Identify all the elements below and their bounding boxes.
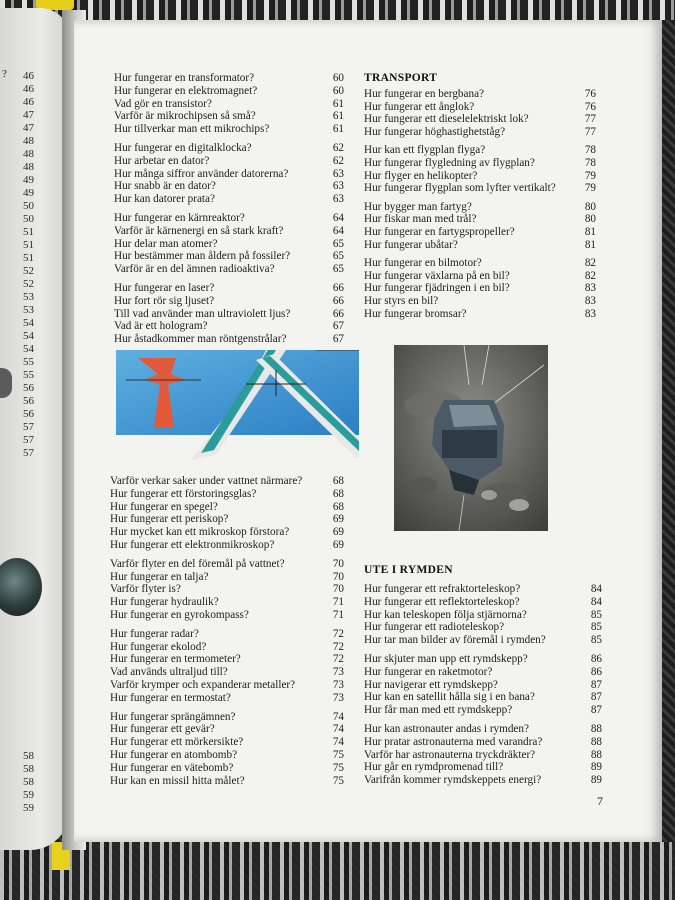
toc-page-number: 74 [332, 736, 344, 749]
toc-entry[interactable] [110, 775, 344, 788]
toc-entry[interactable] [364, 736, 602, 749]
toc-entry[interactable] [110, 679, 344, 692]
toc-question: Hur fungerar fjädringen i en bil? [364, 282, 510, 295]
toc-question: Hur snabb är en dator? [114, 180, 216, 193]
toc-entry[interactable] [110, 692, 344, 705]
toc-entry[interactable] [110, 749, 344, 762]
toc-entry[interactable] [114, 295, 344, 308]
toc-question: Hur mycket kan ett mikroskop förstora? [110, 526, 290, 539]
toc-question: Hur fungerar en elektromagnet? [114, 84, 258, 97]
toc-question: Vad gör en transistor? [114, 97, 212, 110]
toc-question: Hur delar man atomer? [114, 237, 218, 250]
toc-page-number: 89 [590, 774, 602, 787]
toc-question: Hur fungerar höghastighetståg? [364, 125, 506, 138]
left-page-question-mark: ? [2, 68, 7, 80]
toc-page-number: 84 [590, 595, 602, 608]
toc-page-number: 62 [332, 142, 344, 154]
toc-question: Hur flyger en helikopter? [364, 169, 478, 182]
toc-entry[interactable] [110, 571, 344, 584]
toc-page-number: 68 [332, 500, 344, 513]
toc-page-number: 68 [332, 487, 344, 500]
satellite-moon-illustration [394, 345, 548, 531]
toc-entry[interactable] [110, 475, 344, 488]
toc-page-number: 69 [332, 539, 344, 551]
left-page-number: 52 [23, 265, 34, 277]
toc-page-number: 72 [332, 653, 344, 666]
toc-entry[interactable] [110, 501, 344, 514]
toc-page-number: 82 [584, 257, 596, 270]
toc-entry[interactable] [364, 596, 602, 609]
left-page-number: 47 [23, 109, 34, 121]
toc-question: Hur kan datorer prata? [114, 193, 215, 206]
toc-entry[interactable] [110, 488, 344, 501]
toc-page-number: 75 [332, 749, 344, 761]
toc-page-number: 70 [332, 583, 344, 596]
toc-entry[interactable] [364, 653, 602, 666]
left-page-number: 48 [23, 161, 34, 173]
toc-entry[interactable] [364, 270, 596, 283]
toc-entry[interactable] [364, 679, 602, 692]
toc-page-number: 84 [590, 583, 602, 595]
toc-page-number: 74 [332, 723, 344, 736]
toc-question: Hur fungerar en bilmotor? [364, 257, 482, 270]
toc-question: Hur fungerar flygplan som lyfter vertikalt? [364, 182, 556, 195]
toc-entry[interactable] [110, 711, 344, 724]
toc-page-number: 79 [584, 169, 596, 182]
toc-entry[interactable] [110, 628, 344, 641]
left-page-number: 48 [23, 148, 34, 160]
left-page-number: 46 [23, 96, 34, 108]
toc-page-number: 83 [584, 282, 596, 295]
toc-question: Hur arbetar en dator? [114, 154, 210, 167]
toc-page-number: 63 [332, 167, 344, 180]
toc-question: Hur fungerar sprängämnen? [110, 710, 236, 723]
section-heading-transport: TRANSPORT [364, 72, 438, 84]
toc-page-number: 61 [332, 97, 344, 110]
toc-question: Hur fungerar ett radioteleskop? [364, 621, 505, 634]
toc-entry[interactable] [364, 761, 602, 774]
toc-entry[interactable] [364, 213, 596, 226]
section-heading-space: UTE I RYMDEN [364, 564, 453, 576]
left-page-number: 58 [23, 763, 34, 775]
toc-question: Hur tar man bilder av föremål i rymden? [364, 634, 546, 647]
toc-page-number: 65 [332, 237, 344, 250]
toc-page-number: 77 [584, 113, 596, 126]
toc-question: Hur fungerar en atombomb? [110, 749, 238, 761]
toc-question: Varför krymper och expanderar metaller? [110, 679, 296, 691]
toc-question: Hur fungerar ett periskop? [110, 513, 229, 526]
toc-entry[interactable] [114, 250, 344, 263]
table-pattern-top [0, 0, 675, 20]
toc-question: Hur styrs en bil? [364, 295, 439, 307]
toc-page-number: 67 [332, 333, 344, 346]
left-page-number: 50 [23, 200, 34, 212]
toc-question: Varför verkar saker under vattnet närmare? [110, 475, 303, 487]
toc-question: Hur fungerar ett reflektorteleskop? [364, 595, 520, 608]
toc-question: Hur fungerar radar? [110, 627, 199, 640]
toc-page-number: 77 [584, 125, 596, 138]
left-page-number: 51 [23, 252, 34, 264]
toc-entry[interactable] [114, 333, 344, 346]
toc-entry[interactable] [110, 653, 344, 666]
toc-question: Hur fiskar man med trål? [364, 213, 477, 226]
left-page-number: 59 [23, 789, 34, 801]
left-page-number: 53 [23, 291, 34, 303]
toc-question: Hur fungerar ett mörkersikte? [110, 736, 244, 749]
toc-entry[interactable] [364, 144, 596, 157]
toc-question: Hur fungerar en transformator? [114, 72, 255, 84]
left-page-number: 56 [23, 382, 34, 394]
toc-question: Varför flyter is? [110, 583, 181, 596]
toc-entry[interactable] [364, 182, 596, 195]
toc-page-number: 70 [332, 557, 344, 570]
toc-question: Varför är mikrochipsen så små? [114, 110, 256, 123]
left-page-number: 54 [23, 330, 34, 342]
toc-page-number: 61 [332, 110, 344, 123]
toc-question: Hur fungerar en bergbana? [364, 88, 484, 100]
toc-entry[interactable] [364, 201, 596, 214]
left-page-number: 49 [23, 174, 34, 186]
left-page-number: 56 [23, 408, 34, 420]
toc-question: Hur fungerar en gyrokompass? [110, 609, 249, 621]
left-page-number: 56 [23, 395, 34, 407]
left-page-oval-illustration [0, 558, 42, 616]
toc-entry[interactable] [364, 239, 596, 252]
toc-entry[interactable] [364, 774, 602, 787]
toc-page-number: 61 [332, 123, 344, 136]
left-page-number: 46 [23, 70, 34, 82]
toc-page-number: 73 [332, 666, 344, 679]
toc-page-number: 80 [584, 200, 596, 213]
left-page-number: 58 [23, 750, 34, 762]
left-page-number: 50 [23, 213, 34, 225]
toc-entry[interactable] [110, 513, 344, 526]
toc-page-number: 76 [584, 100, 596, 113]
toc-page-number: 63 [332, 180, 344, 193]
toc-page-number: 75 [332, 774, 344, 787]
toc-question: Hur fungerar en kärnreaktor? [114, 212, 245, 224]
toc-entry[interactable] [114, 123, 344, 136]
toc-question: Hur fungerar en fartygspropeller? [364, 226, 515, 238]
left-page-number: 47 [23, 122, 34, 134]
toc-entry[interactable] [364, 226, 596, 239]
toc-page-number: 87 [590, 678, 602, 691]
toc-page-number: 88 [590, 748, 602, 761]
toc-question: Hur kan en satellit hålla sig i en bana? [364, 691, 535, 704]
toc-question: Hur kan en missil hitta målet? [110, 774, 245, 787]
toc-question: Hur fungerar hydraulik? [110, 596, 219, 609]
left-page-number: 48 [23, 135, 34, 147]
toc-entry[interactable] [364, 170, 596, 183]
toc-entry[interactable] [110, 609, 344, 622]
toc-question: Hur får man med ett rymdskepp? [364, 704, 513, 717]
toc-question: Hur fungerar ett elektronmikroskop? [110, 539, 275, 551]
toc-page-number: 64 [332, 212, 344, 224]
toc-page-number: 73 [332, 691, 344, 704]
toc-entry[interactable] [364, 88, 596, 101]
toc-entry[interactable] [114, 72, 344, 85]
toc-page-number: 85 [590, 621, 602, 634]
toc-entry[interactable] [364, 634, 602, 647]
toc-page-number: 66 [332, 307, 344, 320]
toc-entry[interactable] [110, 762, 344, 775]
toc-entry[interactable] [364, 621, 602, 634]
toc-question: Hur fungerar ett refraktorteleskop? [364, 583, 521, 595]
left-page-number: 55 [23, 356, 34, 368]
toc-page-number: 78 [584, 157, 596, 169]
toc-page-number: 79 [584, 182, 596, 195]
left-page-number: 57 [23, 421, 34, 433]
left-page-number: 55 [23, 369, 34, 381]
toc-page-number: 63 [332, 193, 344, 206]
toc-question: Hur åstadkommer man röntgenstrålar? [114, 333, 287, 346]
toc-entry[interactable] [364, 691, 602, 704]
left-page-illustration-fragment [0, 368, 12, 398]
toc-question: Hur fungerar flygledning av flygplan? [364, 157, 535, 169]
toc-question: Hur fungerar ett förstoringsglas? [110, 487, 257, 500]
toc-question: Hur fort rör sig ljuset? [114, 294, 215, 307]
toc-entry[interactable] [364, 101, 596, 114]
toc-page-number: 62 [332, 154, 344, 167]
toc-entry[interactable] [364, 704, 602, 717]
toc-question: Hur fungerar en termostat? [110, 691, 231, 704]
toc-question: Hur kan ett flygplan flyga? [364, 144, 486, 157]
toc-question: Hur fungerar ekolod? [110, 640, 207, 653]
toc-question: Hur fungerar bromsar? [364, 307, 467, 320]
left-page-number: 52 [23, 278, 34, 290]
toc-entry[interactable] [114, 155, 344, 168]
toc-question: Hur fungerar växlarna på en bil? [364, 269, 510, 282]
toc-entry[interactable] [114, 142, 344, 155]
left-page-number: 57 [23, 447, 34, 459]
toc-entry[interactable] [110, 723, 344, 736]
toc-page-number: 69 [332, 526, 344, 539]
toc-entry[interactable] [364, 157, 596, 170]
toc-entry[interactable] [364, 723, 602, 736]
toc-question: Hur går en rymdpromenad till? [364, 761, 504, 774]
toc-question: Hur tillverkar man ett mikrochips? [114, 123, 270, 136]
left-page-number: 51 [23, 239, 34, 251]
toc-page-number: 85 [590, 608, 602, 621]
toc-question: Varför har astronauterna tryckdräkter? [364, 748, 536, 761]
toc-page-number: 74 [332, 710, 344, 723]
toc-entry[interactable] [114, 225, 344, 238]
toc-entry[interactable] [114, 168, 344, 181]
toc-entry[interactable] [110, 526, 344, 539]
refraction-illustration [116, 350, 359, 465]
page-number: 7 [597, 794, 603, 808]
toc-question: Hur fungerar ett ånglok? [364, 100, 475, 113]
toc-page-number: 60 [332, 72, 344, 84]
toc-page-number: 71 [332, 609, 344, 621]
toc-entry[interactable] [364, 126, 596, 139]
toc-question: Hur fungerar en raketmotor? [364, 665, 493, 678]
left-page-number: 58 [23, 776, 34, 788]
toc-question: Hur pratar astronauterna med varandra? [364, 735, 543, 748]
toc-page-number: 88 [590, 735, 602, 748]
toc-entry[interactable] [110, 539, 344, 552]
toc-page-number: 64 [332, 224, 344, 237]
toc-entry[interactable] [364, 295, 596, 308]
toc-page-number: 82 [584, 269, 596, 282]
toc-page-number: 81 [584, 226, 596, 238]
toc-question: Hur kan teleskopen följa stjärnorna? [364, 608, 527, 621]
toc-page-number: 70 [332, 570, 344, 583]
toc-page-number: 72 [332, 640, 344, 653]
toc-entry[interactable] [114, 282, 344, 295]
toc-entry[interactable] [114, 193, 344, 206]
toc-entry[interactable] [364, 666, 602, 679]
toc-question: Hur fungerar en digitalklocka? [114, 142, 252, 154]
toc-entry[interactable] [110, 666, 344, 679]
toc-page-number: 86 [590, 653, 602, 665]
toc-page-number: 72 [332, 627, 344, 640]
toc-entry[interactable] [114, 180, 344, 193]
table-pattern-bottom [0, 842, 675, 900]
toc-page-number: 83 [584, 307, 596, 320]
toc-question: Hur kan astronauter andas i rymden? [364, 723, 529, 735]
left-page-number: 51 [23, 226, 34, 238]
toc-page-number: 69 [332, 513, 344, 526]
left-page-number: 49 [23, 187, 34, 199]
toc-question: Varför är kärnenergi en så stark kraft? [114, 224, 284, 237]
toc-page-number: 76 [584, 88, 596, 100]
left-page-number: 54 [23, 317, 34, 329]
toc-entry[interactable] [110, 641, 344, 654]
toc-question: Hur fungerar ett dieselelektriskt lok? [364, 113, 529, 126]
toc-question: Hur bestämmer man åldern på fossiler? [114, 250, 291, 263]
toc-entry[interactable] [114, 85, 344, 98]
toc-page-number: 85 [590, 634, 602, 647]
left-page-number: 59 [23, 802, 34, 814]
toc-page-number: 66 [332, 282, 344, 294]
toc-question: Varför flyter en del föremål på vattnet? [110, 557, 285, 570]
toc-entry[interactable] [114, 320, 344, 333]
toc-entry[interactable] [364, 609, 602, 622]
left-page-number: 57 [23, 434, 34, 446]
toc-entry[interactable] [110, 596, 344, 609]
toc-question: Vad används ultraljud till? [110, 666, 228, 679]
toc-page-number: 65 [332, 263, 344, 276]
toc-page-number: 89 [590, 761, 602, 774]
toc-question: Varifrån kommer rymdskeppets energi? [364, 774, 542, 787]
toc-question: Hur fungerar ett gevär? [110, 723, 215, 736]
toc-entry[interactable] [114, 212, 344, 225]
toc-page-number: 73 [332, 679, 344, 691]
toc-page-number: 83 [584, 295, 596, 307]
toc-entry[interactable] [110, 736, 344, 749]
toc-entry[interactable] [364, 308, 596, 321]
left-page-number: 53 [23, 304, 34, 316]
left-page [0, 8, 70, 850]
toc-entry[interactable] [110, 583, 344, 596]
toc-page-number: 87 [590, 691, 602, 704]
toc-entry[interactable] [364, 113, 596, 126]
left-page-number: 54 [23, 343, 34, 355]
left-page-number: 46 [23, 83, 34, 95]
toc-page-number: 60 [332, 84, 344, 97]
toc-entry[interactable] [364, 257, 596, 270]
toc-entry[interactable] [364, 282, 596, 295]
toc-entry[interactable] [114, 308, 344, 321]
toc-page-number: 75 [332, 761, 344, 774]
toc-question: Hur fungerar en spegel? [110, 500, 218, 513]
toc-entry[interactable] [110, 558, 344, 571]
toc-question: Vad är ett hologram? [114, 320, 208, 333]
toc-question: Till vad använder man ultraviolett ljus? [114, 307, 291, 320]
toc-question: Hur fungerar en laser? [114, 282, 215, 294]
toc-page-number: 71 [332, 596, 344, 609]
toc-question: Hur fungerar ubåtar? [364, 238, 458, 251]
toc-entry[interactable] [114, 98, 344, 111]
toc-page-number: 87 [590, 704, 602, 717]
toc-question: Hur fungerar en talja? [110, 570, 209, 583]
toc-page-number: 78 [584, 144, 596, 157]
toc-page-number: 66 [332, 294, 344, 307]
toc-page-number: 65 [332, 250, 344, 263]
toc-question: Hur navigerar ett rymdskepp? [364, 678, 498, 691]
toc-page-number: 86 [590, 665, 602, 678]
toc-question: Hur fungerar en termometer? [110, 653, 241, 666]
toc-entry[interactable] [364, 583, 602, 596]
toc-question: Varför är en del ämnen radioaktiva? [114, 263, 275, 276]
toc-question: Hur bygger man fartyg? [364, 200, 472, 213]
toc-entry[interactable] [114, 263, 344, 276]
toc-question: Hur fungerar en vätebomb? [110, 761, 234, 774]
toc-page-number: 68 [332, 475, 344, 487]
toc-entry[interactable] [114, 238, 344, 251]
toc-page-number: 80 [584, 213, 596, 226]
toc-entry[interactable] [114, 110, 344, 123]
toc-question: Hur många siffror använder datorerna? [114, 167, 289, 180]
toc-page-number: 81 [584, 238, 596, 251]
toc-page-number: 67 [332, 320, 344, 333]
toc-page-number: 88 [590, 723, 602, 735]
toc-entry[interactable] [364, 749, 602, 762]
toc-question: Hur skjuter man upp ett rymdskepp? [364, 653, 528, 665]
